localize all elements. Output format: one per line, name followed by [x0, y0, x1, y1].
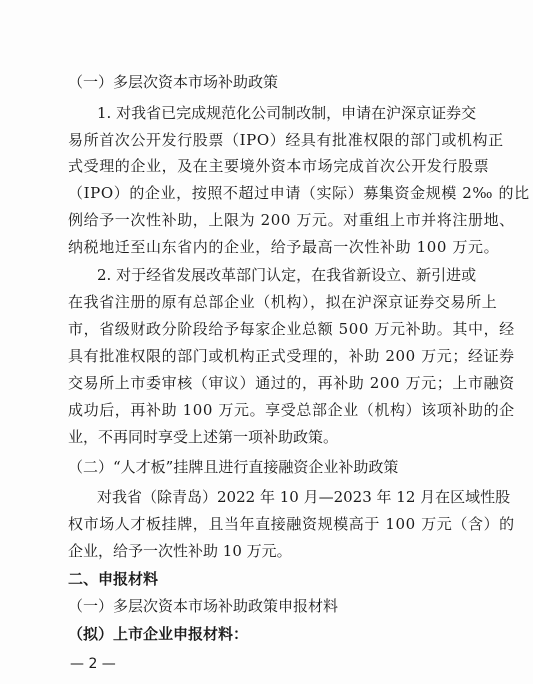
section-heading-4: （一）多层次资本市场补助政策申报材料 [68, 597, 339, 615]
paragraph-2-line-7: 业，不再同时享受上述第一项补助政策。 [68, 428, 339, 446]
paragraph-2-line-1: 2. 对于经省发展改革部门认定，在我省新设立、新引进或 [97, 266, 477, 284]
paragraph-2-line-3: 市，省级财政分阶段给予每家企业总额 500 万元补助。其中，经 [68, 320, 515, 338]
page-number: — 2 — [70, 656, 116, 672]
paragraph-3-line-3: 企业，给予一次性补助 10 万元。 [68, 542, 292, 560]
paragraph-1-line-4: （IPO）的企业，按照不超过申请（实际）募集资金规模 2‰ 的比 [68, 184, 530, 202]
section-heading-3: 二、申报材料 [68, 570, 159, 588]
section-heading-2: （二）“人才板”挂牌且进行直接融资企业补助政策 [68, 458, 399, 476]
paragraph-1-line-6: 纳税地迁至山东省内的企业，给予最高一次性补助 100 万元。 [68, 238, 500, 256]
paragraph-3-line-1: 对我省（除青岛）2022 年 10 月—2023 年 12 月在区域性股 [97, 488, 511, 506]
paragraph-1-line-5: 例给予一次性补助，上限为 200 万元。对重组上市并将注册地、 [68, 211, 515, 229]
section-heading-5: （拟）上市企业申报材料： [68, 625, 249, 643]
section-heading-1: （一）多层次资本市场补助政策 [68, 73, 279, 91]
paragraph-1-line-1: 1. 对我省已完成规范化公司制改制，申请在沪深京证券交 [97, 104, 477, 122]
paragraph-2-line-4: 具有批准权限的部门或机构正式受理的，补助 200 万元；经证券 [68, 347, 515, 365]
paragraph-1-line-3: 式受理的企业，及在主要境外资本市场完成首次公开发行股票 [68, 157, 490, 175]
paragraph-3-line-2: 权市场人才板挂牌，且当年直接融资规模高于 100 万元（含）的 [68, 515, 515, 533]
paragraph-2-line-6: 成功后，再补助 100 万元。享受总部企业（机构）该项补助的企 [68, 401, 515, 419]
paragraph-2-line-5: 交易所上市委审核（审议）通过的，再补助 200 万元；上市融资 [68, 374, 515, 392]
paragraph-1-line-2: 易所首次公开发行股票（IPO）经具有批准权限的部门或机构正 [68, 131, 504, 149]
paragraph-2-line-2: 在我省注册的原有总部企业（机构），拟在沪深京证券交易所上 [68, 293, 498, 311]
